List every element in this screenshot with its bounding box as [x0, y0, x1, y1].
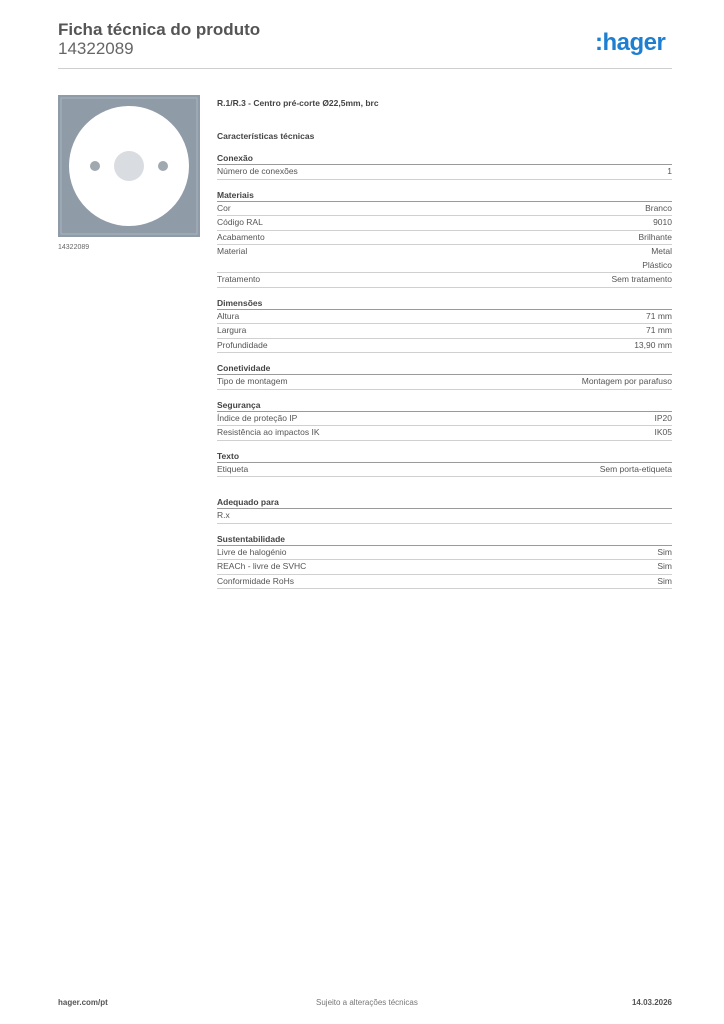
spec-value: 71 mm — [646, 325, 672, 335]
spec-section — [217, 496, 672, 524]
spec-label: REACh - livre de SVHC — [217, 561, 307, 571]
spec-row — [217, 273, 672, 288]
footer-note: Sujeito a alterações técnicas — [316, 998, 418, 1007]
section-title: Materiais — [217, 189, 672, 202]
spec-section — [217, 450, 672, 478]
section-title: Sustentabilidade — [217, 533, 672, 546]
spec-section — [217, 152, 672, 180]
spec-value: Brilhante — [638, 231, 672, 242]
spec-value: IP20 — [654, 412, 672, 423]
section-title: Adequado para — [217, 496, 672, 509]
spec-section — [217, 189, 672, 288]
header-divider — [58, 68, 672, 69]
spec-value: Sem tratamento — [611, 274, 672, 284]
spec-value: Sim — [657, 575, 672, 586]
spec-label: Tratamento — [217, 274, 261, 284]
section-title: Conexão — [217, 152, 672, 165]
section-title: Texto — [217, 450, 672, 463]
spec-label: R.x — [217, 510, 230, 520]
spec-label: Largura — [217, 325, 247, 335]
spec-value: 13,90 mm — [634, 339, 672, 350]
spec-sections — [217, 152, 672, 589]
spec-row — [217, 560, 672, 575]
section-title: Dimensões — [217, 297, 672, 310]
spec-row — [217, 245, 672, 273]
spec-row — [217, 324, 672, 339]
spec-label: Material — [217, 246, 248, 256]
spec-row — [217, 375, 672, 390]
spec-value: Sim — [657, 561, 672, 571]
spec-row — [217, 231, 672, 246]
hager-logo — [595, 29, 675, 57]
spec-label: Cor — [217, 202, 231, 213]
spec-row — [217, 165, 672, 180]
spec-label: Etiqueta — [217, 463, 249, 474]
spec-value: IK05 — [654, 427, 672, 437]
spec-row — [217, 216, 672, 231]
spec-row — [217, 463, 672, 478]
page-title: Ficha técnica do produto — [58, 20, 261, 39]
svg-text::hager: :hager — [595, 29, 666, 56]
spec-value: Branco — [645, 202, 672, 213]
spec-label: Acabamento — [217, 231, 265, 242]
spec-value: Metal Plástico — [642, 246, 672, 270]
spec-content — [217, 96, 672, 589]
spec-section — [217, 362, 672, 390]
footer-website: hager.com/pt — [58, 998, 108, 1007]
image-caption: 14322089 — [58, 244, 90, 251]
spec-label: Livre de halogénio — [217, 546, 287, 557]
spec-section — [217, 399, 672, 441]
spec-value: 9010 — [653, 217, 672, 227]
spec-row — [217, 202, 672, 217]
spec-value: 1 — [667, 166, 672, 176]
spec-row — [217, 509, 672, 524]
spec-value: 71 mm — [646, 310, 672, 321]
spec-label: Número de conexões — [217, 166, 298, 176]
footer-date: 14.03.2026 — [631, 998, 672, 1007]
spec-label: Resistência ao impactos IK — [217, 427, 320, 437]
section-title: Segurança — [217, 399, 672, 412]
spec-value: Montagem por parafuso — [581, 376, 672, 386]
spec-row — [217, 310, 672, 325]
spec-section — [217, 297, 672, 354]
product-name: R.1/R.3 - Centro pré-corte Ø22,5mm, brc — [217, 98, 379, 108]
spec-section — [217, 533, 672, 590]
spec-value: Sem porta-etiqueta — [599, 463, 672, 474]
product-image — [58, 95, 200, 237]
technical-characteristics-title: Características técnicas — [217, 131, 315, 141]
spec-label: Código RAL — [217, 217, 263, 227]
section-title: Conetividade — [217, 362, 672, 375]
spec-row — [217, 339, 672, 354]
spec-label: Altura — [217, 310, 240, 321]
spec-label: Índice de proteção IP — [217, 412, 298, 423]
spec-row — [217, 412, 672, 427]
spec-row — [217, 546, 672, 561]
product-code: 14322089 — [58, 39, 134, 58]
spec-label: Conformidade RoHs — [217, 575, 295, 586]
spec-label: Profundidade — [217, 339, 268, 350]
spec-row — [217, 575, 672, 590]
spec-row — [217, 426, 672, 441]
spec-label: Tipo de montagem — [217, 376, 288, 386]
spec-value: Sim — [657, 546, 672, 557]
